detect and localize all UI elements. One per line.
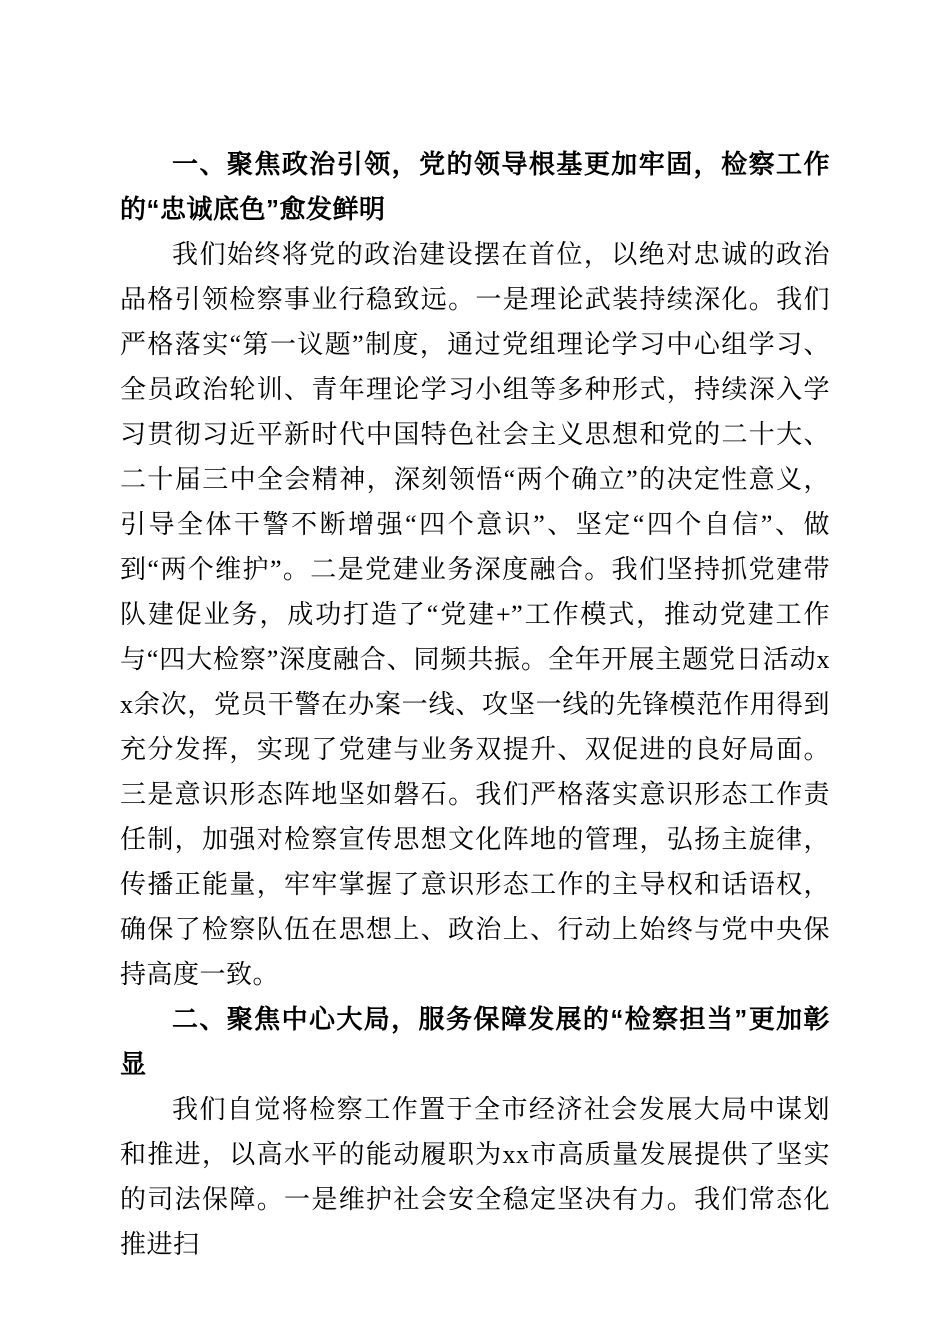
section-heading-2: 二、聚焦中心大局，服务保障发展的“检察担当”更加彰显: [120, 1004, 830, 1079]
body-paragraph-1: 我们始终将党的政治建设摆在首位，以绝对忠诚的政治品格引领检察事业行稳致远。一是理论武装持续深化。我们严格落实“第一议题”制度，通过党组理论学习中心组学习、全员政治轮训、青年理论学习小组等多种形式，持续深入学习贯彻习近平新时代中国特色社会主义思想和党的二十大、二十届三中全会精神，深刻领悟“两个确立”的决定性意义，引导全体干警不断增强“四个意识”、坚定“四个自信”、做到“两个维护”。二是党建业务深度融合。我们坚持抓党建带队建促业务，成功打造了“党建+”工作模式，推动党建工作与“四大检察”深度融合、同频共振。全年开展主题党日活动xx余次，党员干警在办案一线、攻坚一线的先锋模范作用得到充分发挥，实现了党建与业务双提升、双促进的良好局面。三是意识形态阵地坚如磐石。我们严格落实意识形态工作责任制，加强对检察宣传思想文化阵地的管理，弘扬主旋律，传播正能量，牢牢掌握了意识形态工作的主导权和话语权，确保了检察队伍在思想上、政治上、行动上始终与党中央保持高度一致。: [120, 240, 830, 989]
section-heading-1: 一、聚焦政治引领，党的领导根基更加牢固，检察工作的“忠诚底色”愈发鲜明: [120, 149, 830, 224]
body-paragraph-2: 我们自觉将检察工作置于全市经济社会发展大局中谋划和推进，以高水平的能动履职为xx市高质量发展提供了坚实的司法保障。一是维护社会安全稳定坚决有力。我们常态化推进扫: [120, 1095, 830, 1259]
